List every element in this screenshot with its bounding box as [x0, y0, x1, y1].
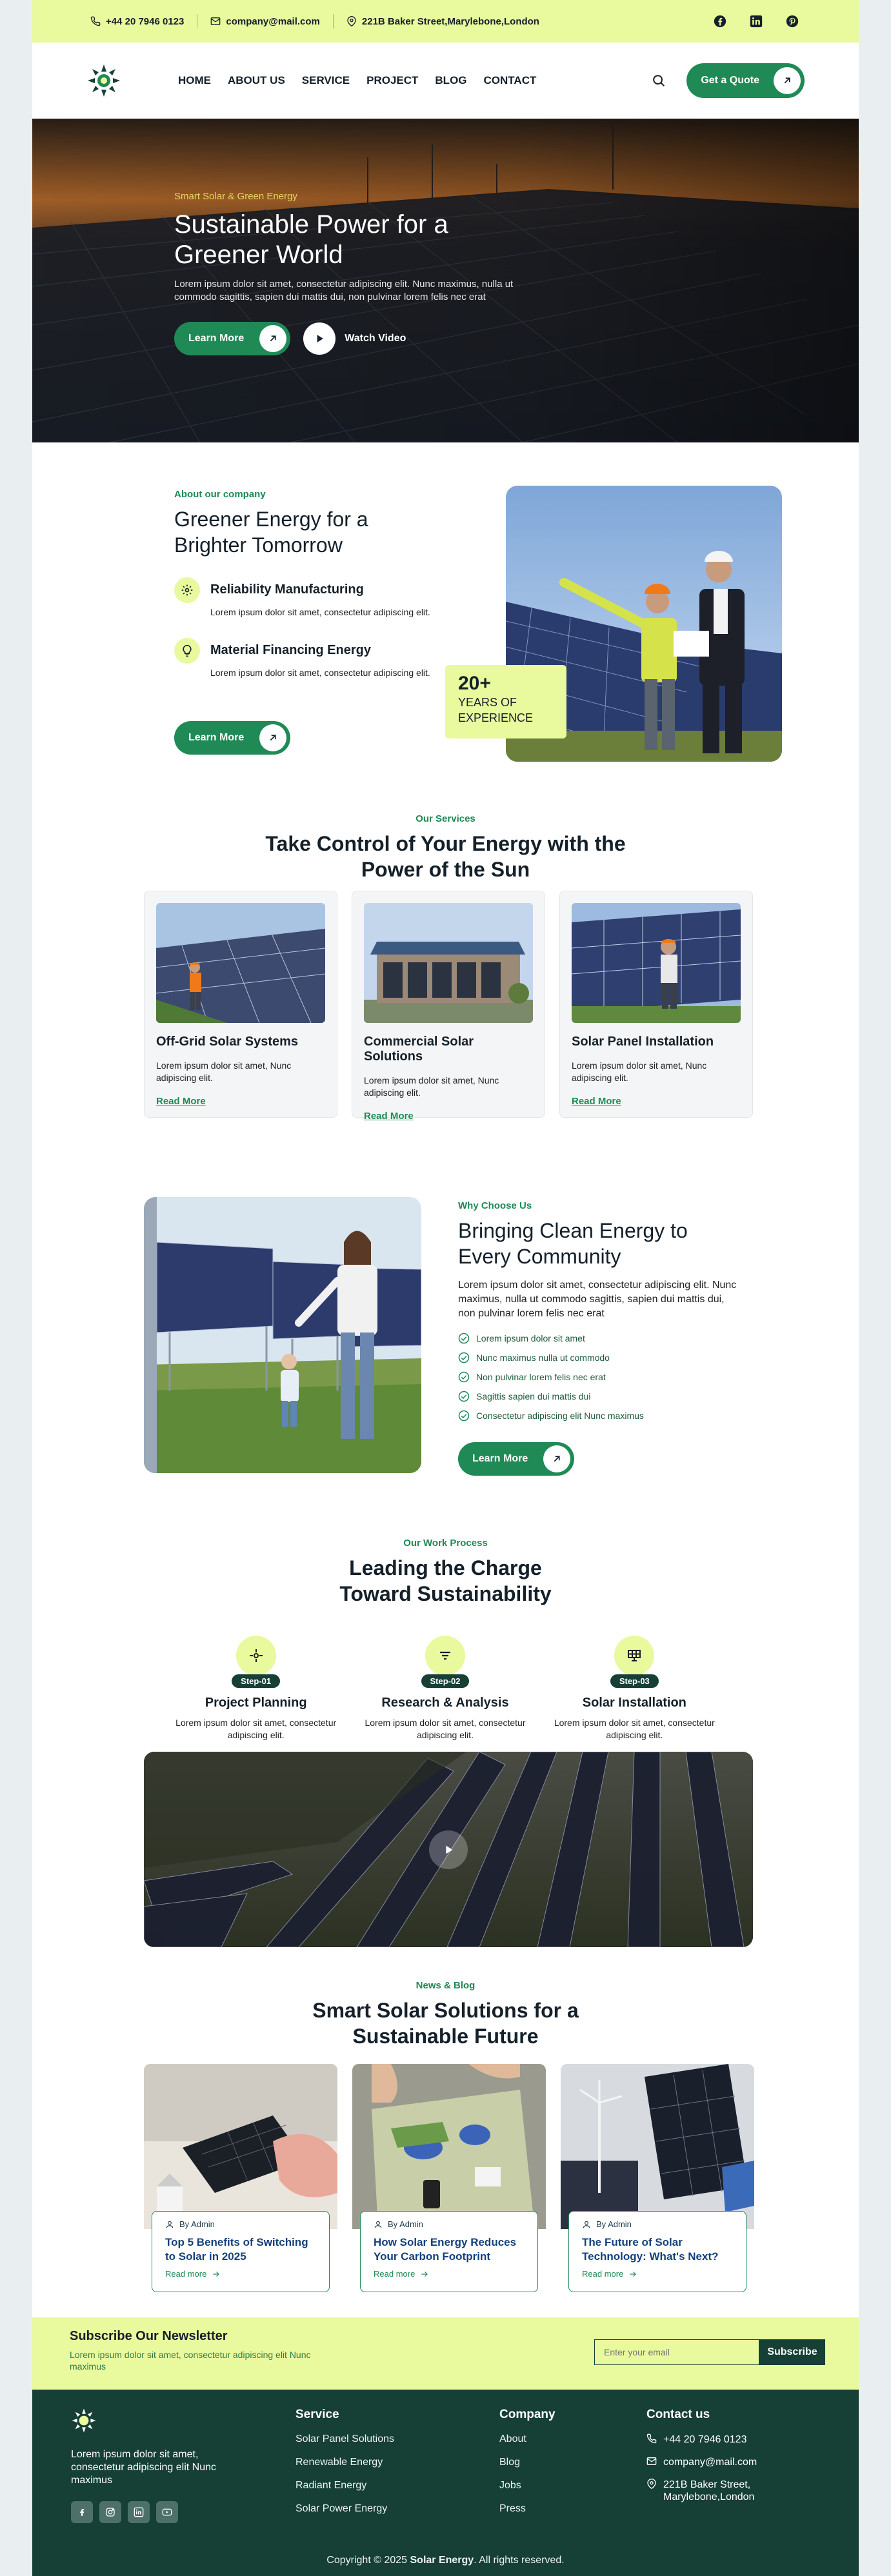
youtube-icon[interactable]	[156, 2501, 178, 2523]
nav-menu	[178, 74, 536, 87]
step-title: Research & Analysis	[381, 1696, 509, 1710]
instagram-icon[interactable]	[99, 2501, 121, 2523]
process-step	[540, 1636, 729, 1741]
footer-address-text: 221B Baker Street, Marylebone,London	[663, 2479, 755, 2502]
blog-author	[374, 2219, 525, 2229]
user-icon	[165, 2220, 174, 2229]
blog-read-more-label: Read more	[582, 2269, 624, 2279]
blog-author-text: By Admin	[179, 2219, 215, 2229]
nav-item-service[interactable]: SERVICE	[301, 74, 350, 86]
topbar-phone-text: +44 20 7946 0123	[106, 15, 185, 27]
hero-section	[32, 119, 859, 442]
video-section	[32, 1739, 859, 1967]
why-title: Bringing Clean Energy to Every Community	[458, 1219, 688, 1268]
why-choose-us-section	[32, 1171, 859, 1520]
top-bar	[32, 0, 859, 43]
blog-section	[32, 1967, 859, 2315]
footer-phone-text: +44 20 7946 0123	[663, 2434, 747, 2445]
main-nav	[32, 43, 859, 119]
why-learn-more-button[interactable]	[458, 1442, 574, 1476]
footer-contact-title: Contact us	[646, 2408, 710, 2421]
read-more-link[interactable]: Read More	[572, 1096, 621, 1107]
step-text: Lorem ipsum dolor sit amet, consectetur adipiscing elit.	[554, 1718, 715, 1740]
hero-text: Lorem ipsum dolor sit amet, consectetur adipiscing elit. Nunc maximus, nulla ut commodo sagittis, sapien dui mattis dui, non pulvinar lorem felis nec erat	[174, 279, 514, 302]
process-eyebrow: Our Work Process	[403, 1538, 488, 1549]
watch-video-label: Watch Video	[345, 333, 406, 344]
step-badge: Step-02	[421, 1674, 470, 1688]
location-icon	[646, 2479, 657, 2489]
checklist-item	[458, 1391, 742, 1402]
topbar-address-text: 221B Baker Street,Marylebone,London	[361, 15, 539, 27]
about-learn-more-button[interactable]	[174, 721, 290, 755]
service-image-commercial	[364, 903, 533, 1023]
footer-link[interactable]: Renewable Energy	[295, 2457, 383, 2468]
phone-icon	[90, 16, 101, 26]
blog-card[interactable]	[561, 2064, 754, 2296]
hero-learn-more-button[interactable]	[174, 322, 290, 355]
topbar-phone[interactable]	[90, 16, 184, 27]
service-image-offgrid	[156, 903, 325, 1023]
blog-author	[582, 2219, 733, 2229]
check-circle-icon	[458, 1391, 470, 1402]
arrow-up-right-icon	[259, 325, 286, 352]
subscribe-button[interactable]: Subscribe	[759, 2339, 825, 2365]
hero-learn-more-label: Learn More	[188, 333, 245, 344]
feature-title: Material Financing Energy	[210, 643, 371, 657]
divider	[333, 14, 334, 28]
arrow-up-right-icon	[543, 1445, 570, 1472]
checklist-text: Non pulvinar lorem felis nec erat	[476, 1372, 606, 1382]
footer-description: Lorem ipsum dolor sit amet, consectetur adipiscing elit Nunc maximus	[71, 2449, 217, 2486]
blog-author-text: By Admin	[388, 2219, 423, 2229]
experience-text: YEARS OF EXPERIENCE	[458, 696, 534, 724]
page	[32, 0, 859, 2576]
why-text: Lorem ipsum dolor sit amet, consectetur adipiscing elit. Nunc maximus, nulla ut commodo sagittis, sapien dui mattis dui, non pulvinar lorem felis nec erat	[458, 1280, 737, 1319]
process-step	[350, 1636, 539, 1741]
services-title: Take Control of Your Energy with the Power of the Sun	[265, 832, 626, 881]
newsletter-text: Lorem ipsum dolor sit amet, consectetur adipiscing elit Nunc maximus	[70, 2350, 311, 2372]
step-title: Project Planning	[205, 1696, 307, 1710]
arrow-right-icon	[212, 2270, 221, 2279]
mail-icon	[210, 16, 221, 26]
copyright-prefix: Copyright © 2025	[326, 2555, 408, 2566]
logo-icon[interactable]	[86, 63, 121, 98]
work-process-section	[32, 1520, 859, 1739]
blog-post-title[interactable]: The Future of Solar Technology: What's Next?	[582, 2236, 719, 2263]
footer	[32, 2390, 859, 2576]
blog-card[interactable]	[352, 2064, 546, 2296]
lightbulb-icon	[174, 638, 200, 664]
blog-title: Smart Solar Solutions for a Sustainable Future	[312, 1999, 579, 2048]
checklist-text: Sagittis sapien dui mattis dui	[476, 1391, 591, 1402]
hero-eyebrow: Smart Solar & Green Energy	[174, 191, 297, 202]
search-icon[interactable]	[652, 74, 666, 88]
facebook-icon[interactable]	[71, 2501, 93, 2523]
hero-content	[174, 191, 536, 355]
newsletter-section	[32, 2317, 859, 2390]
blog-post-title[interactable]: How Solar Energy Reduces Your Carbon Footprint	[374, 2236, 517, 2263]
read-more-link[interactable]: Read More	[156, 1096, 206, 1107]
service-title: Solar Panel Installation	[572, 1035, 714, 1049]
filter-icon	[425, 1636, 465, 1676]
step-title: Solar Installation	[582, 1696, 686, 1710]
read-more-link[interactable]: Read More	[364, 1111, 414, 1122]
step-badge: Step-03	[610, 1674, 659, 1688]
copyright	[32, 2555, 859, 2566]
nav-item-about[interactable]: ABOUT US	[228, 74, 285, 86]
service-card[interactable]	[352, 891, 545, 1122]
footer-link[interactable]: About	[499, 2433, 526, 2444]
arrow-up-right-icon	[774, 67, 801, 94]
feature-text: Lorem ipsum dolor sit amet, consectetur adipiscing elit.	[210, 668, 430, 678]
checklist-item	[458, 1371, 742, 1383]
blog-author	[165, 2219, 316, 2229]
check-circle-icon	[458, 1410, 470, 1422]
checklist-item	[458, 1410, 742, 1422]
check-circle-icon	[458, 1352, 470, 1363]
copyright-suffix: . All rights reserved.	[474, 2555, 565, 2566]
feature-text: Lorem ipsum dolor sit amet, consectetur adipiscing elit.	[210, 607, 430, 617]
footer-link[interactable]: Solar Power Energy	[295, 2503, 388, 2514]
gear-icon	[174, 577, 200, 603]
family-solar-image	[144, 1197, 421, 1473]
nav-item-home[interactable]: HOME	[178, 74, 211, 86]
footer-link[interactable]: Solar Panel Solutions	[295, 2433, 394, 2444]
about-section	[32, 442, 859, 784]
blog-read-more-link[interactable]	[165, 2269, 316, 2279]
user-icon	[582, 2220, 591, 2229]
process-step	[161, 1636, 350, 1741]
footer-email[interactable]	[646, 2456, 788, 2468]
step-text: Lorem ipsum dolor sit amet, consectetur adipiscing elit.	[365, 1718, 526, 1740]
footer-contact-column	[646, 2408, 788, 2513]
service-title: Commercial Solar Solutions	[364, 1035, 474, 1064]
checklist-text: Consectetur adipiscing elit Nunc maximus	[476, 1411, 644, 1421]
nav-item-blog[interactable]: BLOG	[435, 74, 467, 86]
footer-company-column	[499, 2408, 556, 2526]
arrow-right-icon	[628, 2270, 637, 2279]
logo-icon[interactable]	[71, 2408, 97, 2433]
nav-item-project[interactable]: PROJECT	[366, 74, 419, 86]
topbar-address	[346, 16, 539, 27]
checklist-item	[458, 1352, 742, 1363]
footer-service-title: Service	[295, 2408, 339, 2421]
blog-post-title[interactable]: Top 5 Benefits of Switching to Solar in 2025	[165, 2236, 308, 2263]
blog-read-more-label: Read more	[374, 2269, 415, 2279]
watch-video-button[interactable]	[303, 322, 406, 355]
solar-panel-icon	[614, 1636, 654, 1676]
get-quote-label: Get a Quote	[701, 74, 759, 86]
why-eyebrow: Why Choose Us	[458, 1200, 532, 1211]
service-image-installation	[572, 903, 741, 1023]
experience-number: 20+	[458, 673, 491, 694]
service-card[interactable]	[559, 891, 753, 1118]
newsletter-form	[594, 2339, 825, 2365]
services-eyebrow: Our Services	[415, 813, 476, 824]
get-quote-button[interactable]	[686, 63, 805, 98]
mail-icon	[646, 2456, 657, 2466]
play-icon	[303, 322, 335, 355]
step-badge: Step-01	[232, 1674, 280, 1688]
footer-company-title: Company	[499, 2408, 556, 2421]
step-text: Lorem ipsum dolor sit amet, consectetur adipiscing elit.	[175, 1718, 337, 1740]
email-input[interactable]	[594, 2339, 759, 2365]
footer-link[interactable]: Blog	[499, 2457, 521, 2468]
linkedin-icon[interactable]	[128, 2501, 150, 2523]
newsletter-title: Subscribe Our Newsletter	[70, 2329, 228, 2343]
blog-image-technology	[561, 2064, 754, 2229]
service-title: Off-Grid Solar Systems	[156, 1035, 299, 1049]
why-learn-more-label: Learn More	[472, 1453, 528, 1464]
play-icon[interactable]	[429, 1830, 468, 1869]
nav-item-contact[interactable]: CONTACT	[483, 74, 537, 86]
solar-farm-video[interactable]	[144, 1752, 753, 1947]
checklist-text: Lorem ipsum dolor sit amet	[476, 1333, 585, 1343]
feature-title: Reliability Manufacturing	[210, 582, 364, 597]
service-text: Lorem ipsum dolor sit amet, Nunc adipiscing elit.	[364, 1075, 499, 1098]
footer-address	[646, 2479, 788, 2503]
footer-service-column	[295, 2408, 394, 2526]
arrow-right-icon	[420, 2270, 429, 2279]
facebook-icon[interactable]	[712, 13, 728, 30]
footer-phone[interactable]	[646, 2433, 788, 2446]
footer-link[interactable]: Radiant Energy	[295, 2480, 367, 2491]
service-text: Lorem ipsum dolor sit amet, Nunc adipiscing elit.	[156, 1060, 292, 1083]
footer-link[interactable]: Press	[499, 2503, 526, 2514]
blog-card[interactable]	[144, 2064, 337, 2296]
location-icon	[346, 16, 357, 26]
topbar-email[interactable]	[210, 16, 320, 27]
linkedin-icon[interactable]	[748, 13, 765, 30]
footer-brand	[71, 2408, 226, 2523]
blog-read-more-link[interactable]	[582, 2269, 733, 2279]
check-circle-icon	[458, 1371, 470, 1383]
footer-link[interactable]: Jobs	[499, 2480, 521, 2491]
phone-icon	[646, 2433, 657, 2444]
process-title: Leading the Charge Toward Sustainability	[339, 1556, 552, 1605]
blog-read-more-link[interactable]	[374, 2269, 525, 2279]
blog-read-more-label: Read more	[165, 2269, 207, 2279]
service-text: Lorem ipsum dolor sit amet, Nunc adipiscing elit.	[572, 1060, 707, 1083]
experience-badge	[445, 665, 566, 738]
blog-image-tablet	[144, 2064, 337, 2229]
about-learn-more-label: Learn More	[188, 732, 245, 743]
checklist-text: Nunc maximus nulla ut commodo	[476, 1352, 610, 1363]
arrow-up-right-icon	[259, 724, 286, 751]
service-card[interactable]	[144, 891, 337, 1118]
blog-eyebrow: News & Blog	[415, 1980, 476, 1991]
footer-email-text: company@mail.com	[663, 2457, 757, 2468]
blog-author-text: By Admin	[596, 2219, 632, 2229]
about-eyebrow: About our company	[174, 489, 266, 500]
check-circle-icon	[458, 1333, 470, 1344]
topbar-email-text: company@mail.com	[226, 15, 320, 27]
copyright-brand: Solar Energy	[410, 2555, 474, 2566]
services-section	[32, 784, 859, 1171]
blog-image-planning	[352, 2064, 546, 2229]
feature-item	[174, 577, 445, 619]
planning-icon	[236, 1636, 276, 1676]
about-title: Greener Energy for a Brighter Tomorrow	[174, 508, 368, 557]
user-icon	[374, 2220, 383, 2229]
feature-item	[174, 638, 445, 679]
pinterest-icon[interactable]	[784, 13, 801, 30]
hero-title: Sustainable Power for a Greener World	[174, 210, 448, 269]
checklist-item	[458, 1333, 742, 1344]
